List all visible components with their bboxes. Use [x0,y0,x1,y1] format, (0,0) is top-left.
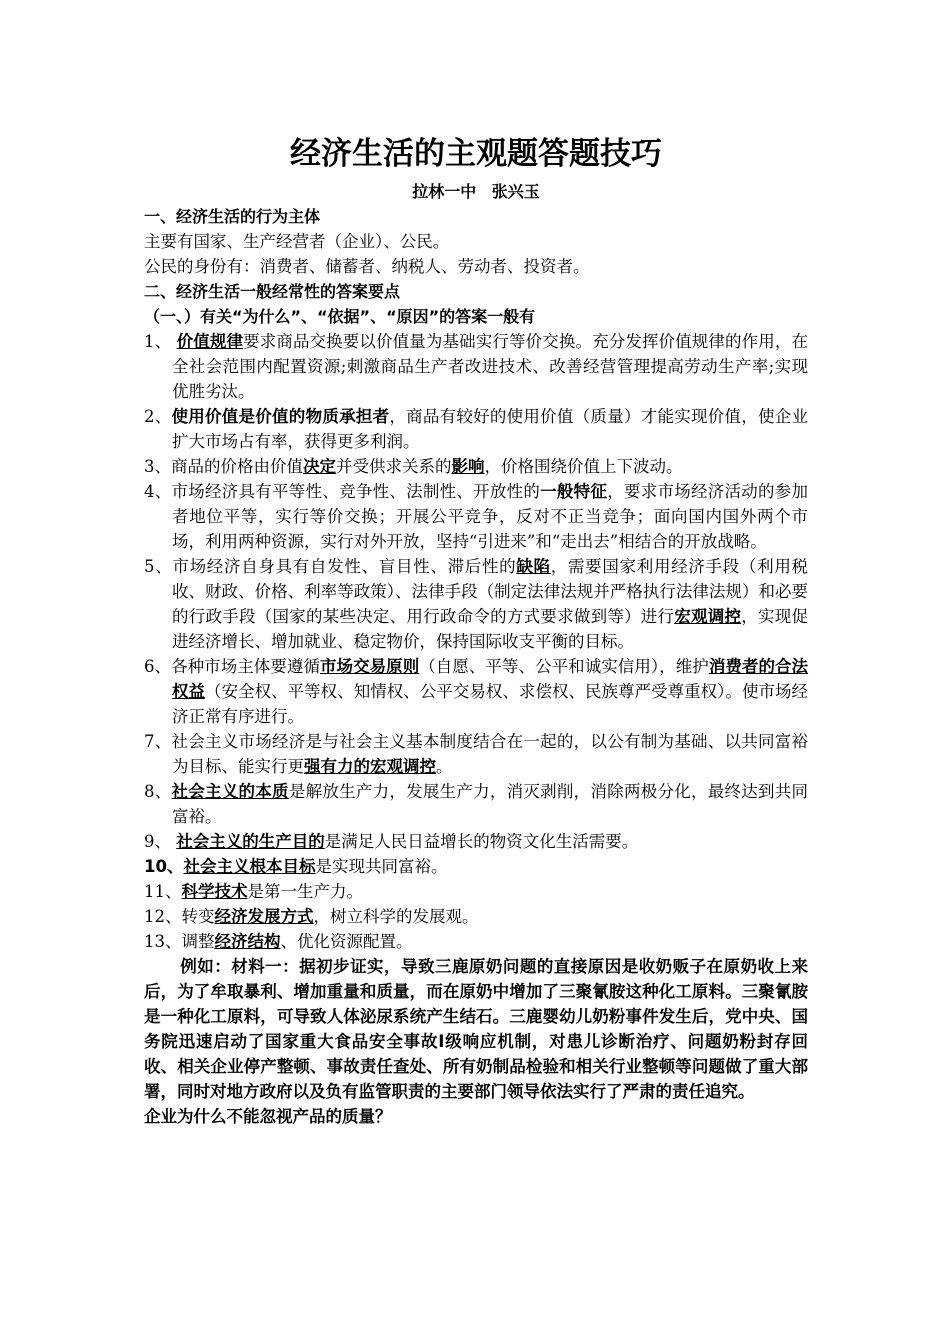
item-text: ，商品有较好的使用价值（质量）才能实现价值，使企业扩大市场占有率，获得更多利润。 [172,407,809,451]
example-paragraph: 例如：材料一：据初步证实，导致三鹿原奶问题的直接原因是收奶贩子在原奶收上来后，为了牟取暴利、增加重量和质量，而在原奶中增加了三聚氰胺这种化工原料。三聚氰胺是一种化工原料，可导致人体泌尿系统产生结石。三鹿婴幼儿奶粉事件发生后，党中央、国务院迅速启动了国家重大食品安全事故Ⅰ级响应机制，对患儿诊断治疗、问题奶粉封存回收、相关企业停产整顿、事故责任查处、所有奶制品检验和相关行业整顿等问题做了重大部署，同时对地方政府以及负有监管职责的主要部门领导依法实行了严肃的责任追究。 [144,957,808,1101]
item-text: 各种市场主体要遵循 [171,657,320,676]
item-number: 8、 [144,782,172,801]
item-number: 4、 [144,482,172,501]
item-keyword: 价值规律 [176,332,244,351]
section-1-line-2: 公民的身份有：消费者、储蓄者、纳税人、劳动者、投资者。 [144,257,590,276]
item-keyword: 社会主义的生产目的 [176,832,325,851]
list-item-6 [144,654,808,729]
item-text: 要求商品交换要以价值量为基础实行等价交换。充分发挥价值规律的作用，在全社会范围内配置资源;刺激商品生产者改进技术、改善经营管理提高劳动生产率;实现优胜劣汰。 [172,332,809,401]
list-item-3 [144,454,808,479]
list-item-8 [144,779,808,829]
item-number: 1、 [144,332,177,351]
item-keyword: 消费者的合法权益 [172,657,809,701]
item-keyword: 经济发展方式 [214,907,314,926]
item-text: （自愿、平等、公平和诚实信用），维护 [419,657,709,676]
list-item-2 [144,404,808,454]
item-keyword: 宏观调控 [674,607,742,626]
section-1-heading: 一、经济生活的行为主体 [144,207,321,226]
item-text: 转变 [181,907,215,926]
author-line: 拉林一中 张兴玉 [412,182,540,201]
item-keyword: 市场交易原则 [320,657,420,676]
section-2-subheading: （一、）有关“为什么”、“依据”、“原因”的答案一般有 [144,307,536,326]
item-number: 5、 [144,557,173,576]
item-text: ，价格围绕价值上下波动。 [484,457,683,476]
item-text: 是满足人民日益增长的物资文化生活需要。 [324,832,639,851]
item-number: 7、 [144,732,172,751]
list-item-11 [144,879,808,904]
item-keyword: 一般特征 [540,482,608,501]
item-text: 市场经济具有平等性、竞争性、法制性、开放性的 [171,482,541,501]
list-item-1 [144,329,808,404]
item-keyword: 社会主义的本质 [171,782,289,801]
item-text: ，树立科学的发展观。 [313,907,479,926]
item-keyword: 决定 [303,457,336,476]
item-text: 、优化资源配置。 [280,932,413,951]
item-text: ，要求市场经济活动的参加者地位平等，实行等价交换；开展公平竞争，反对不正当竞争；面向国内国外两个市场，利用两种资源，实行对外开放，坚持“引进来”和“走出去”相结合的开放战略。 [172,482,809,551]
item-number: 3、 [144,457,171,476]
item-number: 13、 [144,932,182,951]
item-keyword: 影响 [451,457,485,476]
item-text: 是第一生产力。 [247,882,363,901]
item-keyword: 缺陷 [516,557,551,576]
item-text: 并受供求关系的 [336,457,452,476]
item-number: 9、 [144,832,177,851]
list-item-13 [144,929,808,954]
list-item-12 [144,904,808,929]
list-item-10 [144,854,808,879]
list-item-7 [144,729,808,779]
item-keyword: 强有力的宏观调控 [304,757,436,776]
item-keyword: 社会主义根本目标 [183,857,316,876]
section-2-heading: 二、经济生活一般经常性的答案要点 [144,282,401,301]
list-item-4 [144,479,808,554]
item-text: ，实现促进经济增长、增加就业、稳定物价，保持国际收支平衡的目标。 [172,607,809,651]
question-line: 企业为什么不能忽视产品的质量？ [144,1107,392,1126]
item-text: 市场经济自身具有自发性、盲目性、滞后性的 [172,557,517,576]
item-text: 是实现共同富裕。 [315,857,448,876]
item-text: 调整 [181,932,215,951]
list-item-9 [144,829,808,854]
item-text: 商品的价格由价值 [171,457,303,476]
list-item-5 [144,554,808,654]
document-body [144,125,808,1129]
item-text: 。 [436,757,453,776]
item-number: 6、 [144,657,172,676]
item-number: 12、 [144,907,182,926]
item-keyword: 科学技术 [181,882,248,901]
item-text: 是解放生产力，发展生产力，消灭剥削，消除两极分化，最终达到共同富裕。 [172,782,809,826]
item-text: 社会主义市场经济是与社会主义基本制度结合在一起的，以公有制为基础、以共同富裕为目标、能实行更 [171,732,809,776]
item-number: 2、 [144,407,172,426]
item-number: 11、 [144,882,182,901]
item-text: ，需要国家利用经济手段（利用税收、财政、价格、利率等政策）、法律手段（制定法律法规并严格执行法律法规）和必要的行政手段（国家的某些决定、用行政命令的方式要求做到等）进行 [172,557,809,626]
item-keyword: 使用价值是价值的物质承担者 [171,407,390,426]
page-title: 经济生活的主观题答题技巧 [290,136,662,172]
section-1-line-1: 主要有国家、生产经营者（企业）、公民。 [144,232,450,251]
item-keyword: 经济结构 [214,932,281,951]
item-number: 10、 [144,857,184,876]
item-text: （安全权、平等权、知情权、公平交易权、求偿权、民族尊严受尊重权）。使市场经济正常有序进行。 [172,682,809,726]
